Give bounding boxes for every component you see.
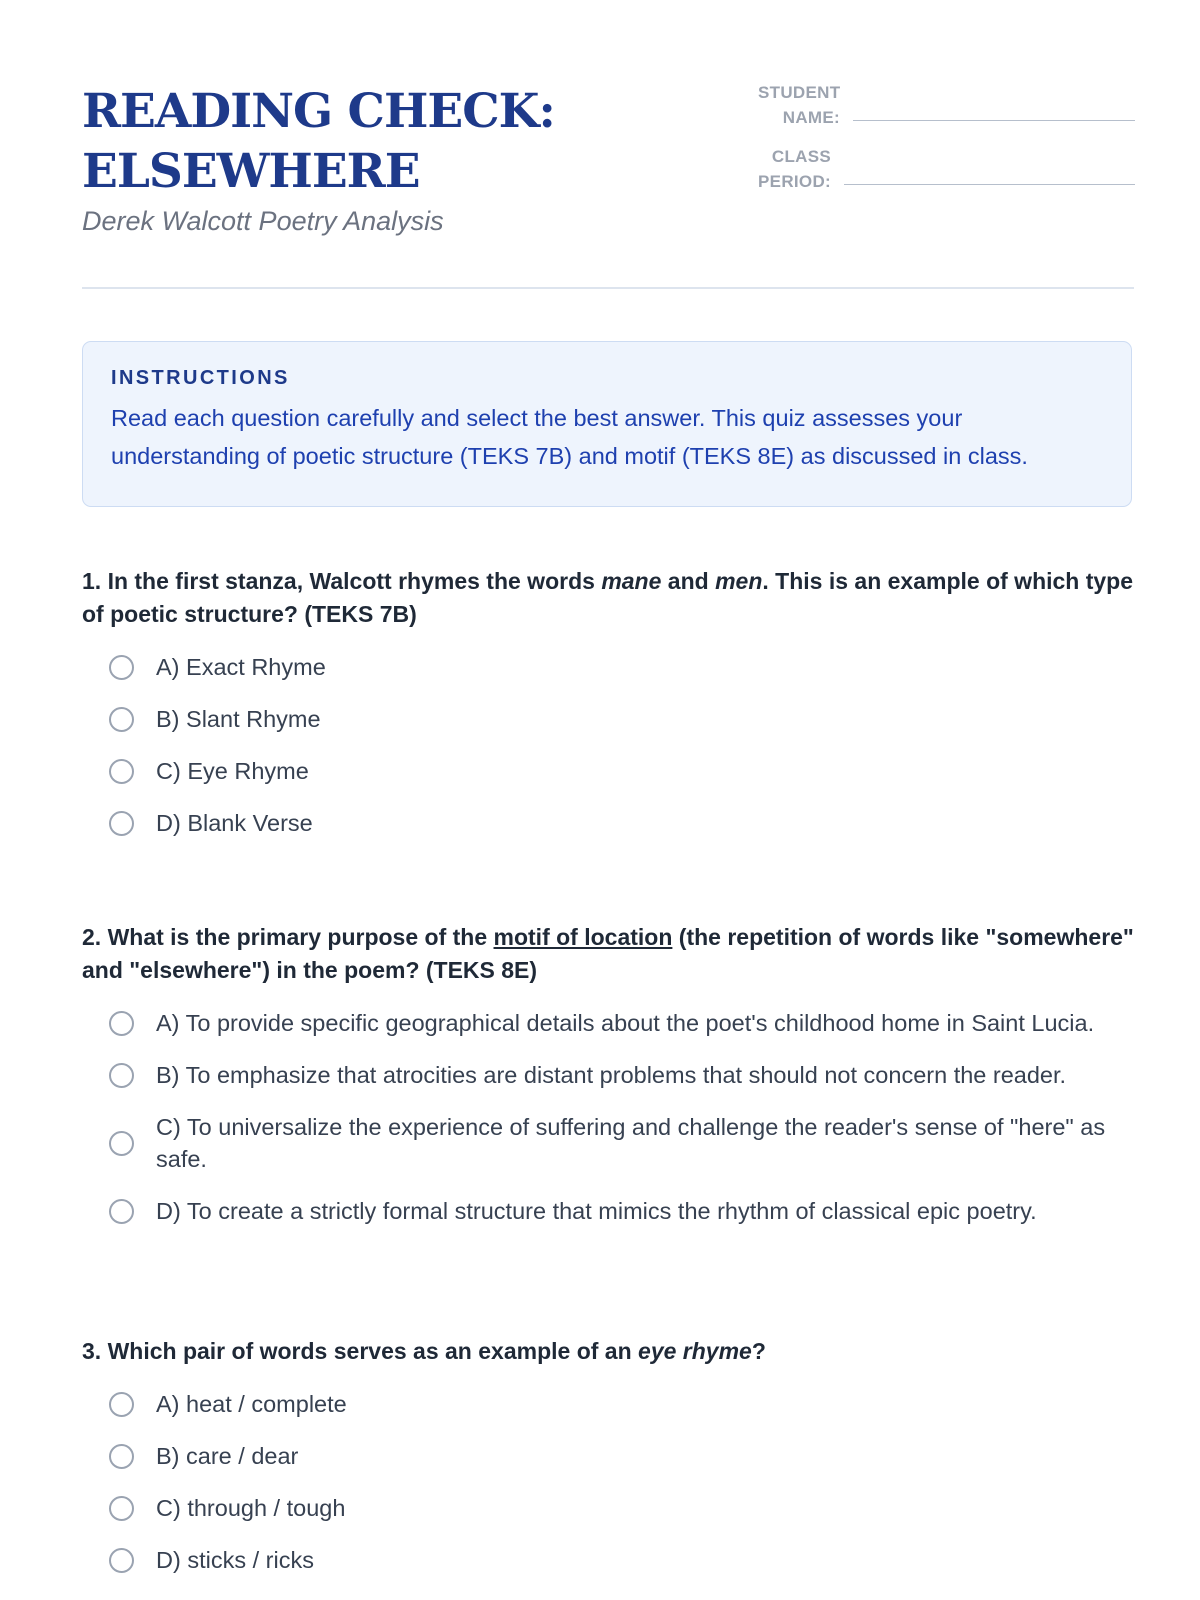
answer-option[interactable] [82,1007,1134,1039]
question-1-text [82,565,1134,631]
answer-label: C) Eye Rhyme [156,758,309,784]
answer-option[interactable] [82,703,1134,735]
question-text-part: ? [751,1338,766,1364]
quiz-page [82,0,1134,1573]
radio-button[interactable] [109,1496,134,1521]
answer-option[interactable] [82,755,1134,787]
question-3-text [82,1335,1134,1368]
student-name-label-line-1: STUDENT [758,83,841,102]
title-line-1: READING CHECK: [82,84,555,139]
question-text-part: (the repetition of words like "somewhere" and "elsewhere") in the poem? (TEKS 8E) [82,924,1134,983]
question-text-part: 3. Which pair of words serves as an example of an [82,1338,639,1364]
question-text-part: 1. In the first stanza, Walcott rhymes the words [82,568,602,594]
page-subtitle: Derek Walcott Poetry Analysis [82,206,444,236]
question-1 [82,565,1134,859]
class-period-blank[interactable] [844,184,1135,185]
answer-option[interactable] [82,1492,1134,1524]
question-text-part: . This is an example of which type of poetic structure? (TEKS 7B) [82,568,1134,627]
radio-button[interactable] [109,1063,134,1088]
question-emphasis: eye rhyme [638,1338,752,1364]
header [82,0,1134,289]
class-period-field [758,144,1135,194]
answer-option[interactable] [82,1059,1134,1091]
question-text-part: 2. What is the primary purpose of the [82,924,494,950]
instructions-heading: INSTRUCTIONS [111,367,290,389]
class-period-label [758,144,831,194]
radio-button[interactable] [109,1444,134,1469]
answer-label: A) Exact Rhyme [156,654,326,680]
student-name-label-line-2: NAME: [782,108,840,127]
answer-label: B) Slant Rhyme [156,706,321,732]
answer-label: A) heat / complete [156,1391,347,1417]
answer-label: B) To emphasize that atrocities are distant problems that should not concern the reader. [156,1062,1067,1088]
answer-option[interactable] [82,807,1134,839]
answer-label: C) through / tough [156,1495,346,1521]
answer-label: B) care / dear [156,1443,299,1469]
question-3-options [82,1388,1134,1576]
question-underlined-term: motif of location [493,924,673,950]
student-name-label [758,80,840,130]
class-period-label-line-2: PERIOD: [758,172,831,191]
question-1-options [82,651,1134,839]
radio-button[interactable] [109,1011,134,1036]
answer-option[interactable] [82,651,1134,683]
student-name-blank[interactable] [853,120,1135,121]
answer-label: D) sticks / ricks [156,1547,314,1573]
radio-button[interactable] [109,707,134,732]
question-emphasis: men [715,568,763,594]
question-text-part: and [661,568,716,594]
question-2-text [82,921,1134,987]
question-emphasis: mane [601,568,662,594]
answer-label: D) To create a strictly formal structure that mimics the rhythm of classical epic poetry. [156,1198,1037,1224]
question-3 [82,1335,1134,1596]
radio-button[interactable] [109,1199,134,1224]
answer-label: D) Blank Verse [156,810,313,836]
student-name-field [758,80,1135,130]
radio-button[interactable] [109,759,134,784]
answer-option[interactable] [82,1195,1134,1227]
answer-label: A) To provide specific geographical details about the poet's childhood home in Saint Lucia. [156,1010,1095,1036]
radio-button[interactable] [109,655,134,680]
title-line-2: ELSEWHERE [82,144,420,199]
question-2-options [82,1007,1134,1227]
instructions-text: Read each question carefully and select the best answer. This quiz assesses your understanding of poetic structure (TEKS 7B) and motif (TEKS 8E) as discussed in class. [111,405,1028,469]
answer-label: C) To universalize the experience of suffering and challenge the reader's sense of "here" as safe. [156,1114,1106,1172]
page-title [82,82,555,202]
radio-button[interactable] [109,1131,134,1156]
radio-button[interactable] [109,811,134,836]
question-2 [82,921,1134,1247]
instructions-box [82,341,1132,507]
radio-button[interactable] [109,1548,134,1573]
answer-option[interactable] [82,1388,1134,1420]
answer-option[interactable] [82,1111,1134,1175]
answer-option[interactable] [82,1544,1134,1576]
class-period-label-line-1: CLASS [771,147,831,166]
answer-option[interactable] [82,1440,1134,1472]
radio-button[interactable] [109,1392,134,1417]
